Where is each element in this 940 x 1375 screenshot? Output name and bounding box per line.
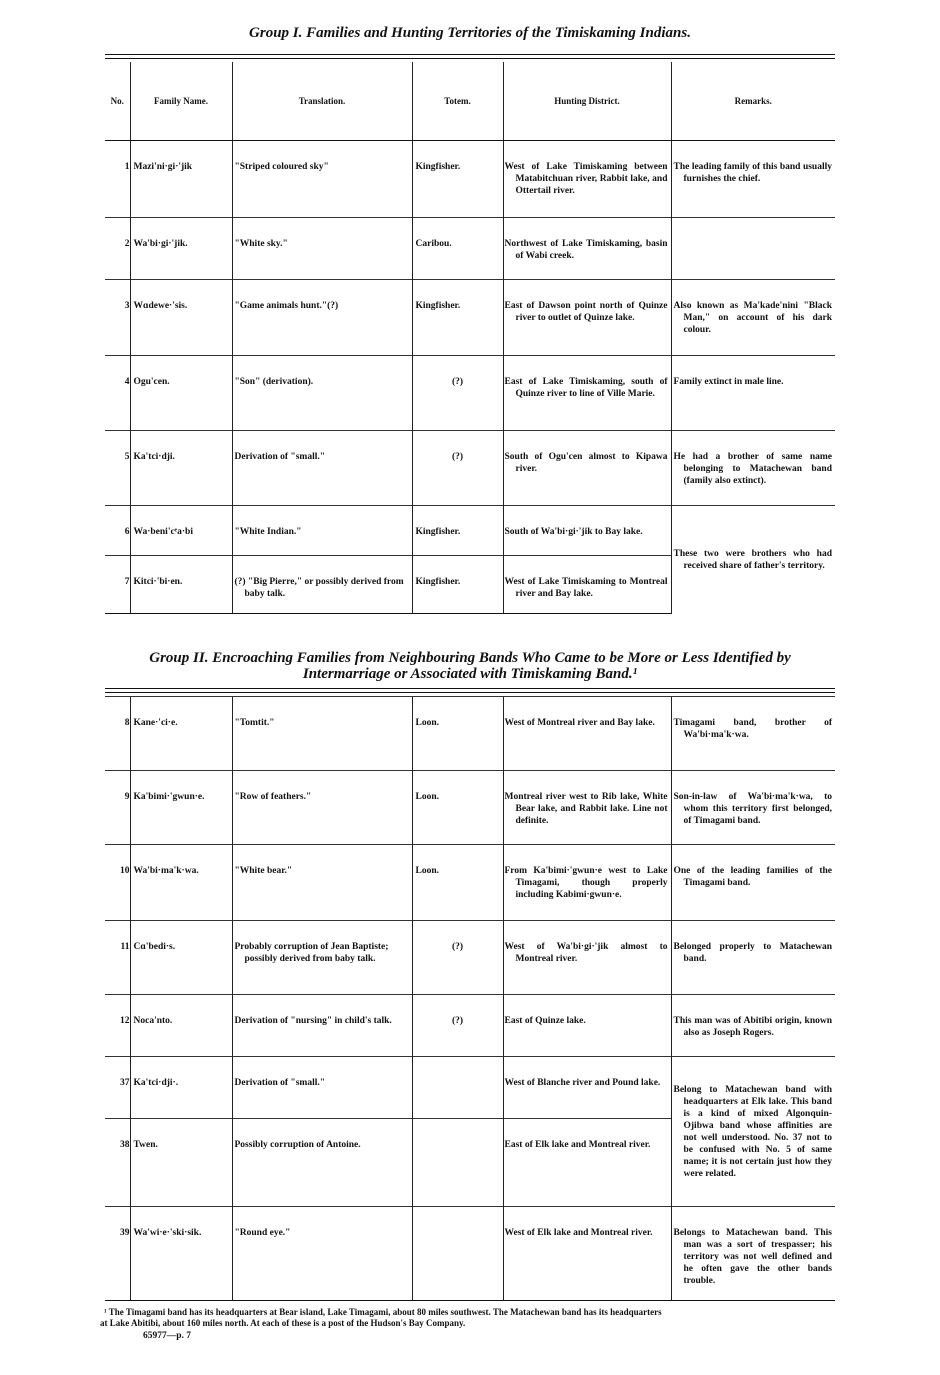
totem-cell: Loon. <box>412 845 503 921</box>
translation-cell: Derivation of "small." <box>232 1057 412 1119</box>
header-hunting-district: Hunting District. <box>503 62 671 141</box>
family-name-cell: Wa'wi·e·'ski·sik. <box>130 1207 232 1301</box>
hunting-district-cell: Montreal river west to Rib lake, White Bear lake, and Rabbit lake. Line not definite. <box>503 771 671 845</box>
hunting-district-cell: West of Wa'bi·gi·'jik almost to Montreal river. <box>503 921 671 995</box>
totem-cell <box>412 1119 503 1207</box>
row-number: 12 <box>105 995 130 1057</box>
row-number: 2 <box>105 218 130 280</box>
header-no: No. <box>105 62 130 141</box>
totem-cell: (?) <box>412 921 503 995</box>
family-name-cell: Twen. <box>130 1119 232 1207</box>
footnote-line: at Lake Abitibi, about 160 miles north. At each of these is a post of the Hudson's Bay Company. <box>100 1318 466 1328</box>
row-number: 10 <box>105 845 130 921</box>
totem-cell: (?) <box>412 431 503 506</box>
family-name-cell: Wa·beni'cᵉa·bi <box>130 506 232 556</box>
translation-cell: Possibly corruption of Antoine. <box>232 1119 412 1207</box>
table-row <box>105 1057 835 1119</box>
hunting-district-cell: East of Dawson point north of Quinze river to outlet of Quinze lake. <box>503 280 671 356</box>
family-name-cell: Cɑ'bedi·s. <box>130 921 232 995</box>
row-number: 5 <box>105 431 130 506</box>
hunting-district-cell: West of Blanche river and Pound lake. <box>503 1057 671 1119</box>
hunting-district-cell: South of Ogu'cen almost to Kipawa river. <box>503 431 671 506</box>
header-family-name: Family Name. <box>130 62 232 141</box>
family-name-cell: Ka'tci·dji·. <box>130 1057 232 1119</box>
translation-cell: "Game animals hunt."(?) <box>232 280 412 356</box>
totem-cell: Caribou. <box>412 218 503 280</box>
table-row <box>105 921 835 995</box>
group2-table <box>105 696 835 1301</box>
hunting-district-cell: From Ka'bimi·'gwun·e west to Lake Timagami, though properly including Kabimi·gwun·e. <box>503 845 671 921</box>
table-row <box>105 697 835 771</box>
remarks-cell: Belongs to Matachewan band. This man was a sort of trespasser; his territory was not well defined and he often gave the other bands trouble. <box>671 1207 835 1301</box>
family-name-cell: Wa'bi·ma'k·wa. <box>130 845 232 921</box>
group1-title: Group I. Families and Hunting Territories of the Timiskaming Indians. <box>249 25 691 41</box>
group2-title-line1: Group II. Encroaching Families from Neighbouring Bands Who Came to be More or Less Identified by <box>149 650 791 666</box>
double-rule <box>105 688 835 693</box>
translation-cell: Derivation of "nursing" in child's talk. <box>232 995 412 1057</box>
group1-table <box>105 62 835 614</box>
remarks-cell: Family extinct in male line. <box>671 356 835 431</box>
remarks-cell: Belonged properly to Matachewan band. <box>671 921 835 995</box>
translation-cell: Probably corruption of Jean Baptiste; possibly derived from baby talk. <box>232 921 412 995</box>
family-name-cell: Ogu'cen. <box>130 356 232 431</box>
hunting-district-cell: West of Elk lake and Montreal river. <box>503 1207 671 1301</box>
totem-cell: (?) <box>412 356 503 431</box>
translation-cell: "White bear." <box>232 845 412 921</box>
table-row <box>105 356 835 431</box>
hunting-district-cell: West of Lake Timiskaming to Montreal river and Bay lake. <box>503 556 671 614</box>
totem-cell: (?) <box>412 995 503 1057</box>
table-row <box>105 995 835 1057</box>
row-number: 7 <box>105 556 130 614</box>
family-name-cell: Noca'nto. <box>130 995 232 1057</box>
table-header-row <box>105 62 835 141</box>
page-number: 65977—p. 7 <box>143 1331 192 1341</box>
row-number: 11 <box>105 921 130 995</box>
translation-cell: (?) "Big Pierre," or possibly derived from baby talk. <box>232 556 412 614</box>
family-name-cell: Kitci·'bi·en. <box>130 556 232 614</box>
table-row <box>105 218 835 280</box>
family-name-cell: Ka'bimi·'gwun·e. <box>130 771 232 845</box>
totem-cell <box>412 1207 503 1301</box>
totem-cell: Loon. <box>412 771 503 845</box>
table-row <box>105 431 835 506</box>
hunting-district-cell: West of Montreal river and Bay lake. <box>503 697 671 771</box>
family-name-cell: Kane·'ci·e. <box>130 697 232 771</box>
row-number: 38 <box>105 1119 130 1207</box>
row-number: 4 <box>105 356 130 431</box>
translation-cell: "Row of feathers." <box>232 771 412 845</box>
footnote <box>100 1307 844 1329</box>
table-row <box>105 845 835 921</box>
family-name-cell: Wa'bi·gi·'jik. <box>130 218 232 280</box>
family-name-cell: Wɑdewe·'sis. <box>130 280 232 356</box>
family-name-cell: Ka'tci·dji. <box>130 431 232 506</box>
remarks-cell: Belong to Matachewan band with headquarters at Elk lake. This band is a kind of mixed Algonquin-Ojibwa band whose affinities are not well understood. No. 37 not to be confused with No. 5 of same name; it is not certain just how they were related. <box>671 1057 835 1207</box>
table-row <box>105 280 835 356</box>
translation-cell: "Round eye." <box>232 1207 412 1301</box>
hunting-district-cell: East of Quinze lake. <box>503 995 671 1057</box>
translation-cell: "Tomtit." <box>232 697 412 771</box>
row-number: 9 <box>105 771 130 845</box>
remarks-cell: Timagami band, brother of Wa'bi·ma'k·wa. <box>671 697 835 771</box>
translation-cell: "Striped coloured sky" <box>232 141 412 218</box>
remarks-cell: Son-in-law of Wa'bi·ma'k·wa, to whom this territory first belonged, of Timagami band. <box>671 771 835 845</box>
remarks-cell: He had a brother of same name belonging to Matachewan band (family also extinct). <box>671 431 835 506</box>
double-rule <box>105 54 835 59</box>
hunting-district-cell: East of Lake Timiskaming, south of Quinze river to line of Ville Marie. <box>503 356 671 431</box>
translation-cell: "White Indian." <box>232 506 412 556</box>
totem-cell: Kingfisher. <box>412 280 503 356</box>
header-translation: Translation. <box>232 62 412 141</box>
remarks-cell <box>671 218 835 280</box>
remarks-cell: One of the leading families of the Timagami band. <box>671 845 835 921</box>
remarks-cell: Also known as Ma'kade'nini "Black Man," on account of his dark colour. <box>671 280 835 356</box>
totem-cell <box>412 1057 503 1119</box>
header-remarks: Remarks. <box>671 62 835 141</box>
translation-cell: Derivation of "small." <box>232 431 412 506</box>
hunting-district-cell: Northwest of Lake Timiskaming, basin of Wabi creek. <box>503 218 671 280</box>
totem-cell: Kingfisher. <box>412 506 503 556</box>
totem-cell: Kingfisher. <box>412 556 503 614</box>
remarks-cell: This man was of Abitibi origin, known also as Joseph Rogers. <box>671 995 835 1057</box>
remarks-cell: These two were brothers who had received share of father's territory. <box>671 506 835 614</box>
group2-title-line2: Intermarriage or Associated with Timiskaming Band.¹ <box>302 666 638 682</box>
family-name-cell: Mazi'ni·gi·'jik <box>130 141 232 218</box>
table-row <box>105 506 835 556</box>
footnote-line: ¹ The Timagami band has its headquarters at Bear island, Lake Timagami, about 80 miles southwest. The Matachewan band has its headquarters <box>104 1307 662 1317</box>
totem-cell: Kingfisher. <box>412 141 503 218</box>
row-number: 1 <box>105 141 130 218</box>
table-row <box>105 1207 835 1301</box>
table-row <box>105 141 835 218</box>
header-totem: Totem. <box>412 62 503 141</box>
row-number: 6 <box>105 506 130 556</box>
totem-cell: Loon. <box>412 697 503 771</box>
row-number: 37 <box>105 1057 130 1119</box>
row-number: 8 <box>105 697 130 771</box>
translation-cell: "Son" (derivation). <box>232 356 412 431</box>
translation-cell: "White sky." <box>232 218 412 280</box>
hunting-district-cell: East of Elk lake and Montreal river. <box>503 1119 671 1207</box>
row-number: 39 <box>105 1207 130 1301</box>
row-number: 3 <box>105 280 130 356</box>
hunting-district-cell: South of Wa'bi·gi·'jik to Bay lake. <box>503 506 671 556</box>
table-row <box>105 771 835 845</box>
hunting-district-cell: West of Lake Timiskaming between Matabitchuan river, Rabbit lake, and Ottertail river. <box>503 141 671 218</box>
remarks-cell: The leading family of this band usually furnishes the chief. <box>671 141 835 218</box>
